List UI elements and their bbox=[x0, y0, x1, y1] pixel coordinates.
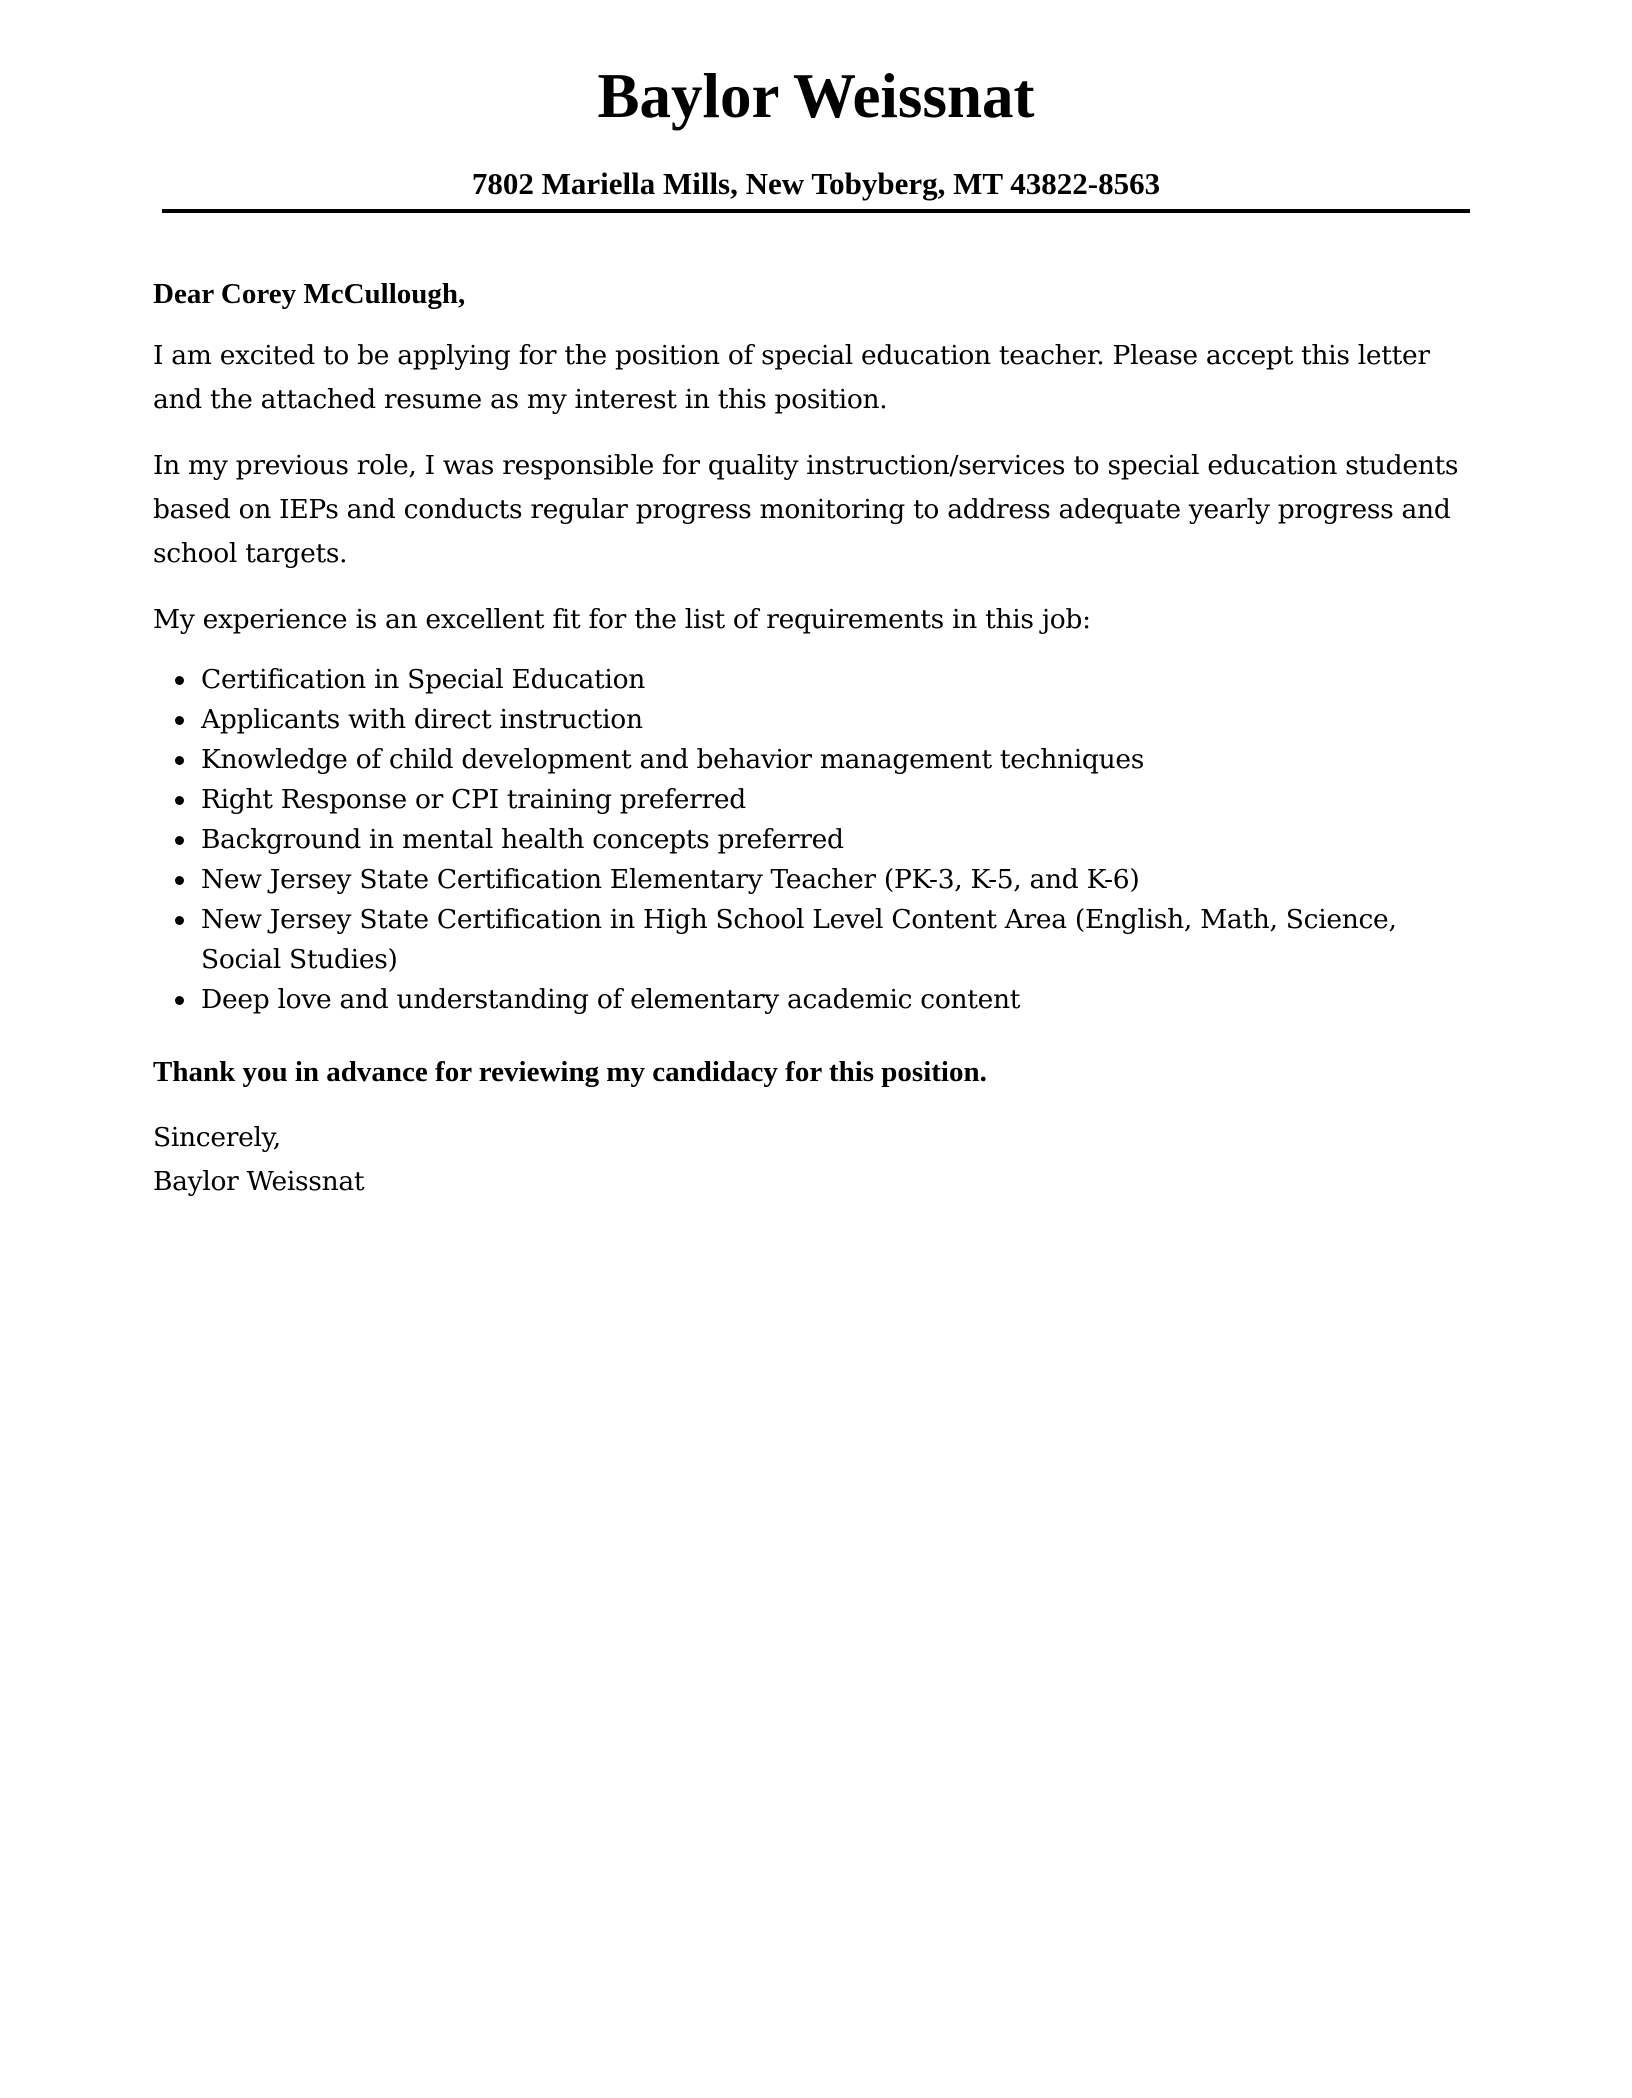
applicant-address: 7802 Mariella Mills, New Tobyberg, MT 43822-8563 bbox=[471, 166, 1161, 201]
bullet-icon bbox=[175, 836, 184, 845]
requirements-list bbox=[153, 660, 1483, 1020]
salutation: Dear Corey McCullough, bbox=[153, 278, 466, 310]
signature-name: Baylor Weissnat bbox=[153, 1166, 365, 1197]
list-item-text: Applicants with direct instruction bbox=[201, 704, 643, 735]
list-item bbox=[153, 740, 1483, 780]
list-item bbox=[153, 780, 1483, 820]
requirements-intro: My experience is an excellent fit for the list of requirements in this job: bbox=[153, 604, 1091, 635]
bullet-icon bbox=[175, 676, 184, 685]
closing-statement: Thank you in advance for reviewing my candidacy for this position. bbox=[153, 1056, 987, 1088]
list-item bbox=[153, 900, 1483, 980]
bullet-icon bbox=[175, 996, 184, 1005]
experience-paragraph: In my previous role, I was responsible for quality instruction/services to special education students based on IEPs and conducts regular progress monitoring to address adequate yearly progress and school targets. bbox=[153, 450, 1459, 569]
intro-paragraph: I am excited to be applying for the position of special education teacher. Please accept this letter and the attached resume as my interest in this position. bbox=[153, 340, 1430, 415]
list-item-text: Knowledge of child development and behavior management techniques bbox=[201, 744, 1145, 775]
list-item bbox=[153, 700, 1483, 740]
list-item-text: New Jersey State Certification in High School Level Content Area (English, Math, Science, Social Studies) bbox=[201, 904, 1397, 975]
header-divider bbox=[162, 209, 1470, 213]
list-item-text: Background in mental health concepts preferred bbox=[201, 824, 844, 855]
bullet-icon bbox=[175, 916, 184, 925]
list-item bbox=[153, 980, 1483, 1020]
letter-body bbox=[153, 272, 1483, 1204]
list-item bbox=[153, 820, 1483, 860]
list-item bbox=[153, 660, 1483, 700]
list-item-text: Certification in Special Education bbox=[201, 664, 645, 695]
signoff: Sincerely, bbox=[153, 1122, 281, 1153]
list-item-text: New Jersey State Certification Elementary Teacher (PK-3, K-5, and K-6) bbox=[201, 864, 1140, 895]
bullet-icon bbox=[175, 876, 184, 885]
list-item bbox=[153, 860, 1483, 900]
applicant-name: Baylor Weissnat bbox=[597, 61, 1035, 131]
bullet-icon bbox=[175, 796, 184, 805]
list-item-text: Right Response or CPI training preferred bbox=[201, 784, 746, 815]
bullet-icon bbox=[175, 716, 184, 725]
list-item-text: Deep love and understanding of elementary academic content bbox=[201, 984, 1021, 1015]
bullet-icon bbox=[175, 756, 184, 765]
